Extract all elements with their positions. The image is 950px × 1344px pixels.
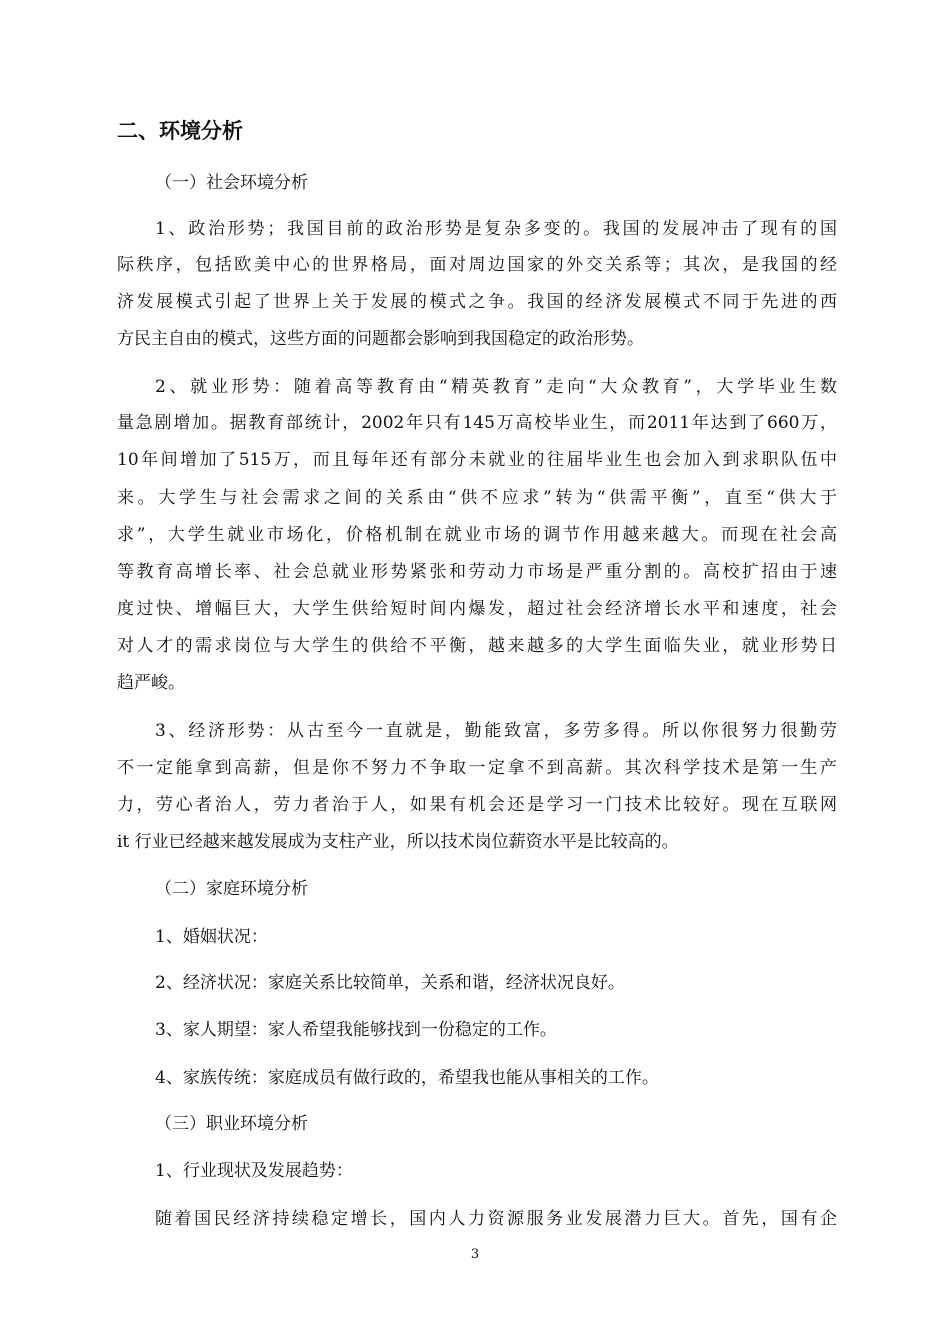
paragraph-line: 对人才的需求岗位与大学生的供给不平衡，越来越多的大学生面临失业，就业形势日: [117, 636, 837, 656]
paragraph-line: 10年间增加了515万，而且每年还有部分未就业的往届毕业生也会加入到求职队伍中: [117, 450, 837, 470]
paragraph-line: it 行业已经越来越发展成为支柱产业，所以技术岗位薪资水平是比较高的。: [117, 832, 679, 852]
paragraph-line: 1、政治形势；我国目前的政治形势是复杂多变的。我国的发展冲击了现有的国: [155, 219, 837, 239]
paragraph-line: 不一定能拿到高薪，但是你不努力不争取一定拿不到高薪。其次科学技术是第一生产: [117, 758, 837, 778]
paragraph-line: 量急剧增加。据教育部统计，2002年只有145万高校毕业生，而2011年达到了660万，: [117, 413, 837, 433]
paragraph-line: 求”，大学生就业市场化，价格机制在就业市场的调节作用越来越大。而现在社会高: [117, 525, 837, 545]
paragraph-line: 度过快、增幅巨大，大学生供给短时间内爆发，超过社会经济增长水平和速度，社会: [117, 599, 837, 619]
paragraph-line: 济发展模式引起了世界上关于发展的模式之争。我国的经济发展模式不同于先进的西: [117, 292, 837, 312]
section-title: 二、环境分析: [117, 119, 243, 143]
subsection-title-family: （二）家庭环境分析: [155, 879, 308, 899]
page-number: 3: [470, 1247, 480, 1262]
paragraph-line: 等教育高增长率、社会总就业形势紧张和劳动力市场是严重分割的。高校扩招由于速: [117, 562, 837, 582]
paragraph-line: 力，劳心者治人，劳力者治于人，如果有机会还是学习一门技术比较好。现在互联网: [117, 795, 837, 815]
paragraph-line: 方民主自由的模式，这些方面的问题都会影响到我国稳定的政治形势。: [117, 329, 644, 349]
family-item: 4、家族传统：家庭成员有做行政的，希望我也能从事相关的工作。: [155, 1068, 659, 1088]
paragraph-line: 随着国民经济持续稳定增长，国内人力资源服务业发展潜力巨大。首先，国有企: [155, 1209, 837, 1229]
family-item: 2、经济状况：家庭关系比较简单，关系和谐，经济状况良好。: [155, 973, 625, 993]
family-item: 1、婚姻状况：: [155, 927, 268, 947]
paragraph-line: 际秩序，包括欧美中心的世界格局，面对周边国家的外交关系等；其次，是我国的经: [117, 255, 837, 275]
paragraph-line: 趋严峻。: [117, 673, 185, 693]
industry-title: 1、行业现状及发展趋势：: [155, 1161, 353, 1181]
family-item: 3、家人期望：家人希望我能够找到一份稳定的工作。: [155, 1020, 557, 1040]
subsection-title-social: （一）社会环境分析: [155, 173, 308, 193]
paragraph-line: 来。大学生与社会需求之间的关系由“供不应求”转为“供需平衡”，直至“供大于: [117, 488, 837, 508]
subsection-title-career: （三）职业环境分析: [155, 1114, 308, 1134]
paragraph-line: 2、就业形势：随着高等教育由“精英教育”走向“大众教育”，大学毕业生数: [155, 377, 837, 397]
paragraph-line: 3、经济形势：从古至今一直就是，勤能致富，多劳多得。所以你很努力很勤劳: [155, 721, 837, 741]
